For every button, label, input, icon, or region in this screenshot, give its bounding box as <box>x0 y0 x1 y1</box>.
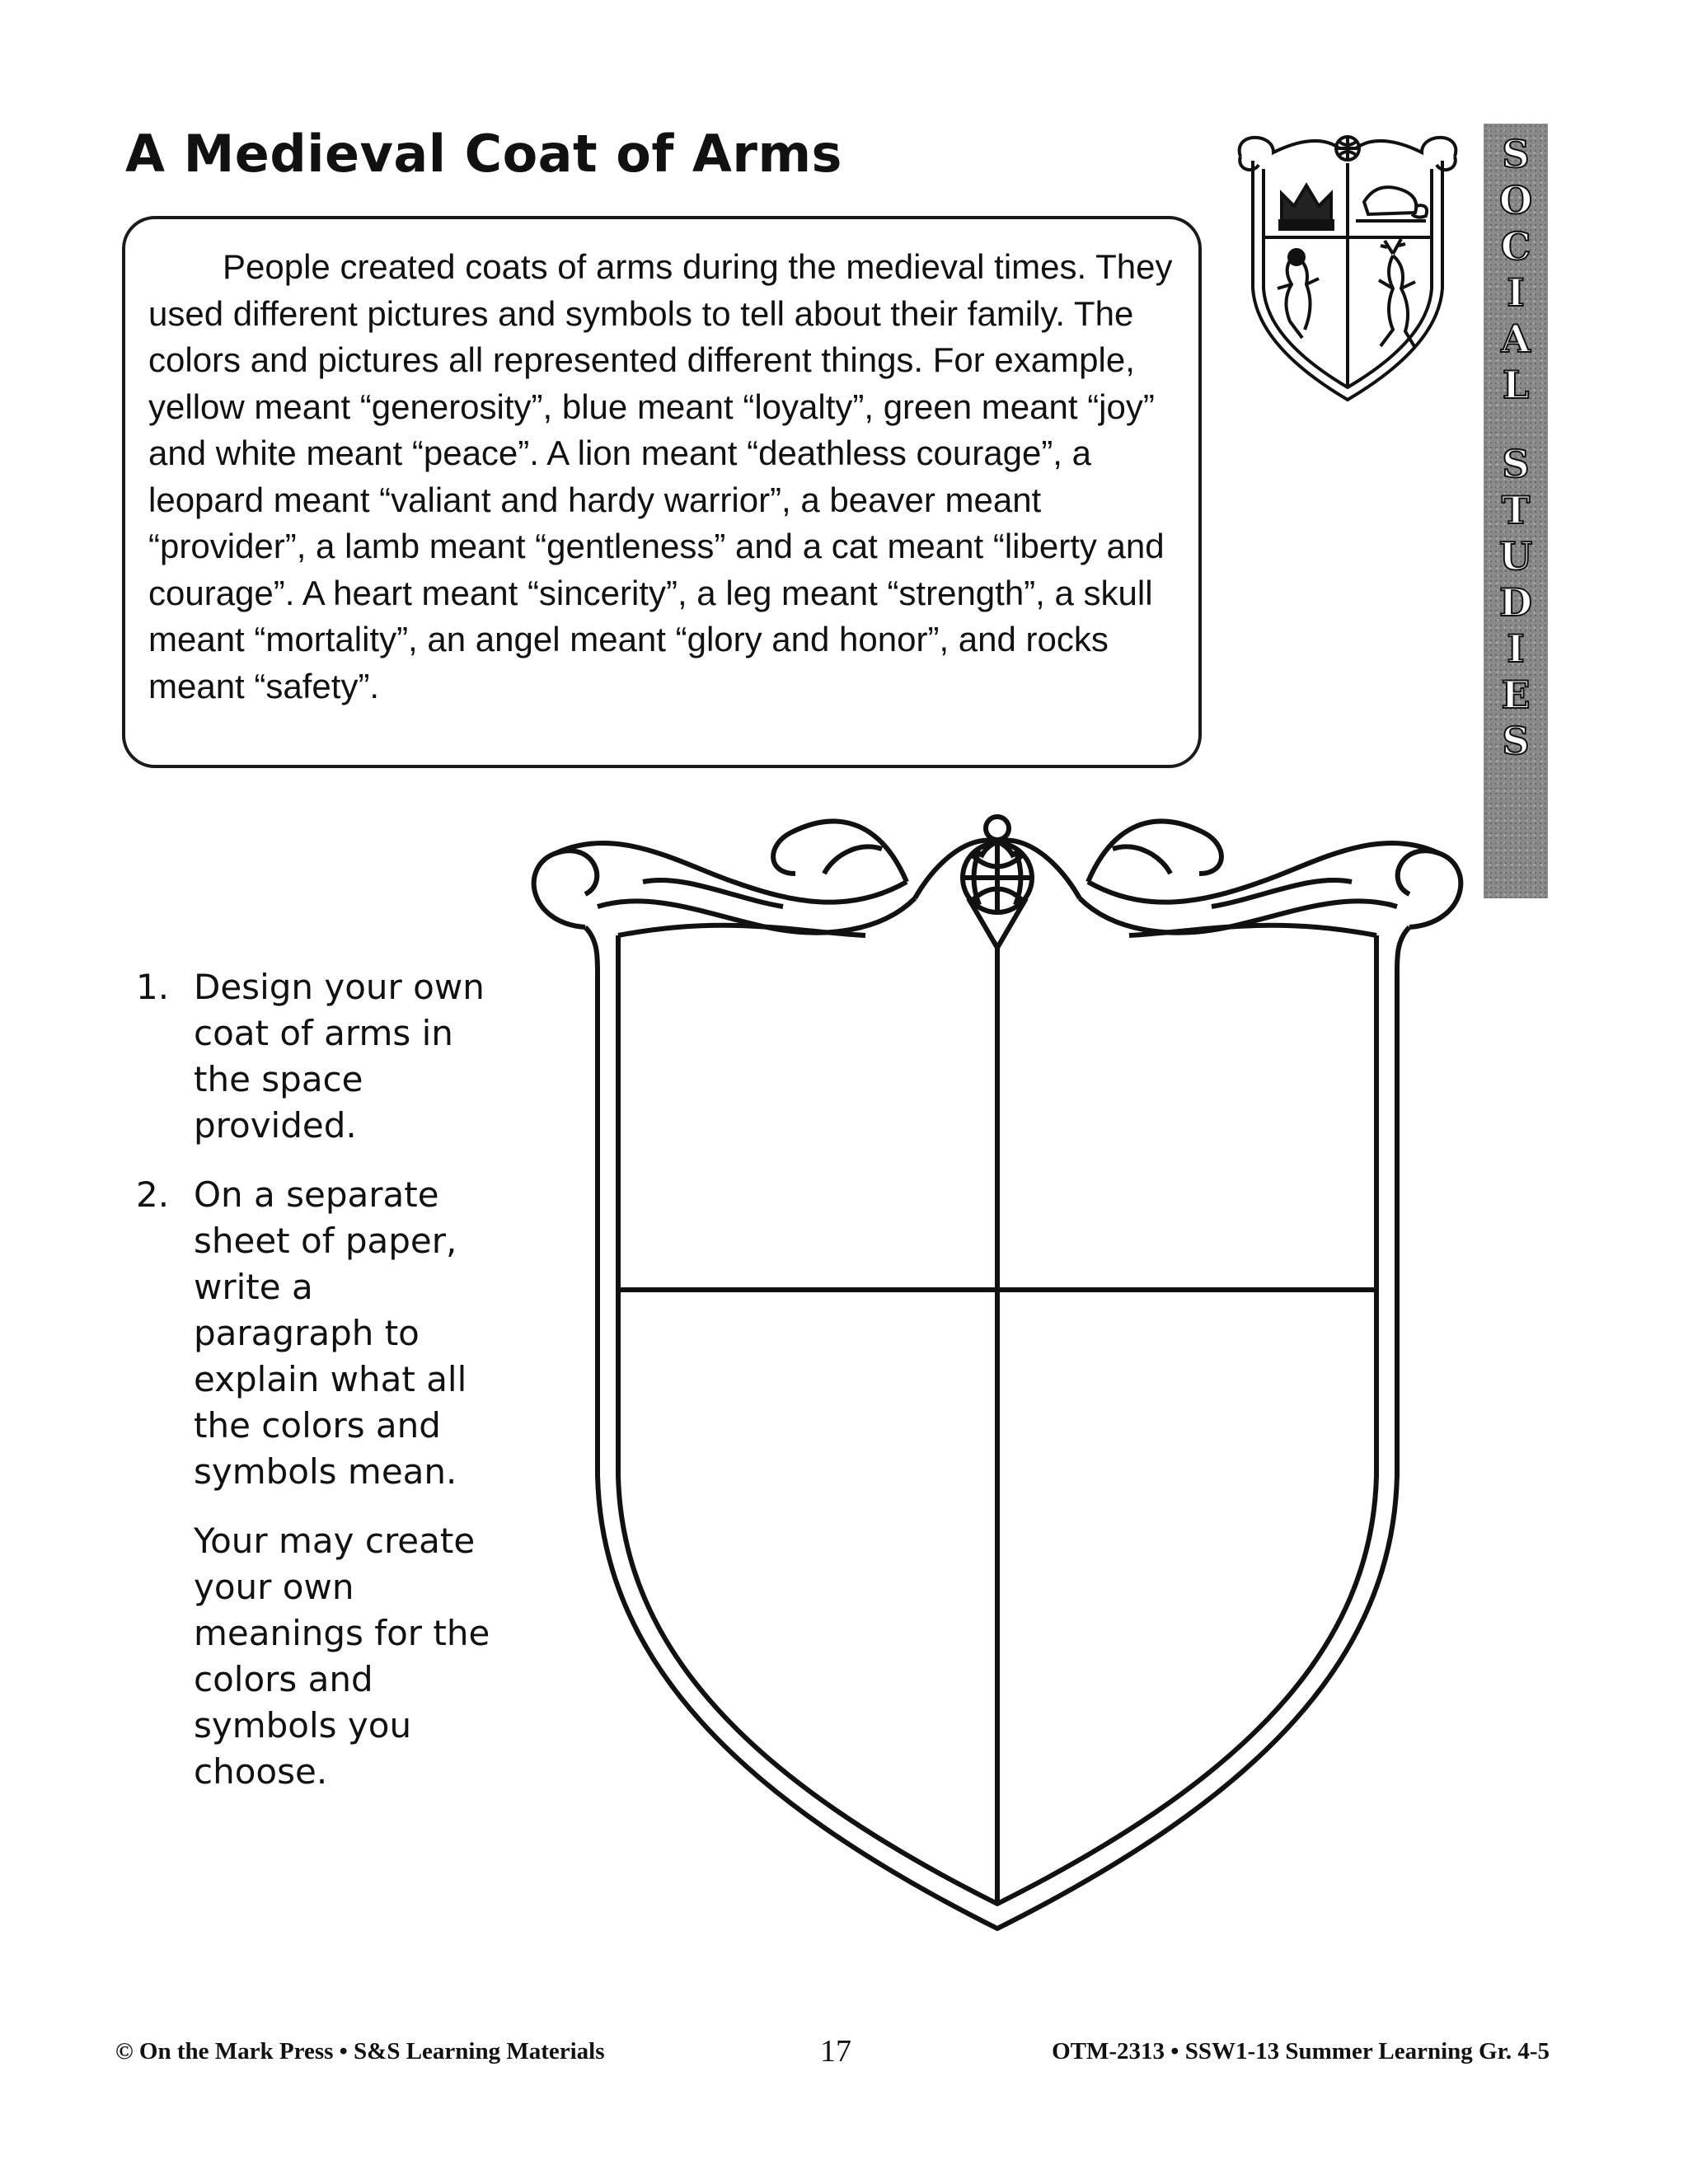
step-text: Design your own coat of arms in the space provided. <box>194 967 485 1146</box>
tab-letter: S <box>1502 719 1530 763</box>
step-number: 2. <box>136 1174 170 1215</box>
tab-letter: A <box>1501 316 1531 361</box>
tab-letter: I <box>1507 270 1525 315</box>
tab-letter: E <box>1501 673 1531 717</box>
footer-publisher: © On the Mark Press • S&S Learning Materials <box>115 2038 605 2064</box>
tab-letter: C <box>1500 224 1531 269</box>
tab-letter: S <box>1502 442 1530 486</box>
coat-of-arms-crest-icon <box>1224 124 1471 408</box>
tab-letter: I <box>1507 626 1525 671</box>
instruction-note: Your may create your own meanings for the colors and symbols you choose. <box>194 1521 490 1792</box>
step-text: On a separate sheet of paper, write a paragraph to explain what all the colors and symbols mean. <box>194 1174 467 1492</box>
intro-text-box <box>122 216 1202 768</box>
blank-shield-outline-icon <box>519 791 1475 1937</box>
tab-letter: O <box>1498 178 1533 223</box>
tab-letter: L <box>1502 363 1530 407</box>
tab-letter: S <box>1502 132 1530 176</box>
footer-product-code: OTM-2313 • SSW1-13 Summer Learning Gr. 4-5 <box>1052 2038 1550 2064</box>
tab-letter: T <box>1501 488 1531 532</box>
page-number: 17 <box>820 2034 851 2069</box>
page-footer <box>115 2034 1550 2071</box>
intro-paragraph: People created coats of arms during the medieval times. They used different pictures and symbols to tell about their family. The colors and pictures all represented different things. For example, yellow meant “generosity”, blue meant “loyalty”, green meant “joy” and white meant “peace”. A lion meant “deathless courage”, a leopard meant “valiant and hardy warrior”, a beaver meant “provider”, a lamb meant “gentleness” and a cat meant “liberty and courage”. A heart meant “sincerity”, a leg meant “strength”, a skull meant “mortality”, an angel meant “glory and honor”, and rocks meant “safety”. <box>148 247 1173 705</box>
tab-letter: D <box>1499 580 1532 625</box>
social-studies-tab <box>1484 124 1548 898</box>
instruction-step-2 <box>136 1172 499 1495</box>
step-number: 1. <box>136 967 170 1007</box>
page-title: A Medieval Coat of Arms <box>125 124 842 184</box>
tab-letter: U <box>1498 534 1533 579</box>
instruction-step-1 <box>136 964 499 1149</box>
instructions-list <box>136 964 499 1795</box>
